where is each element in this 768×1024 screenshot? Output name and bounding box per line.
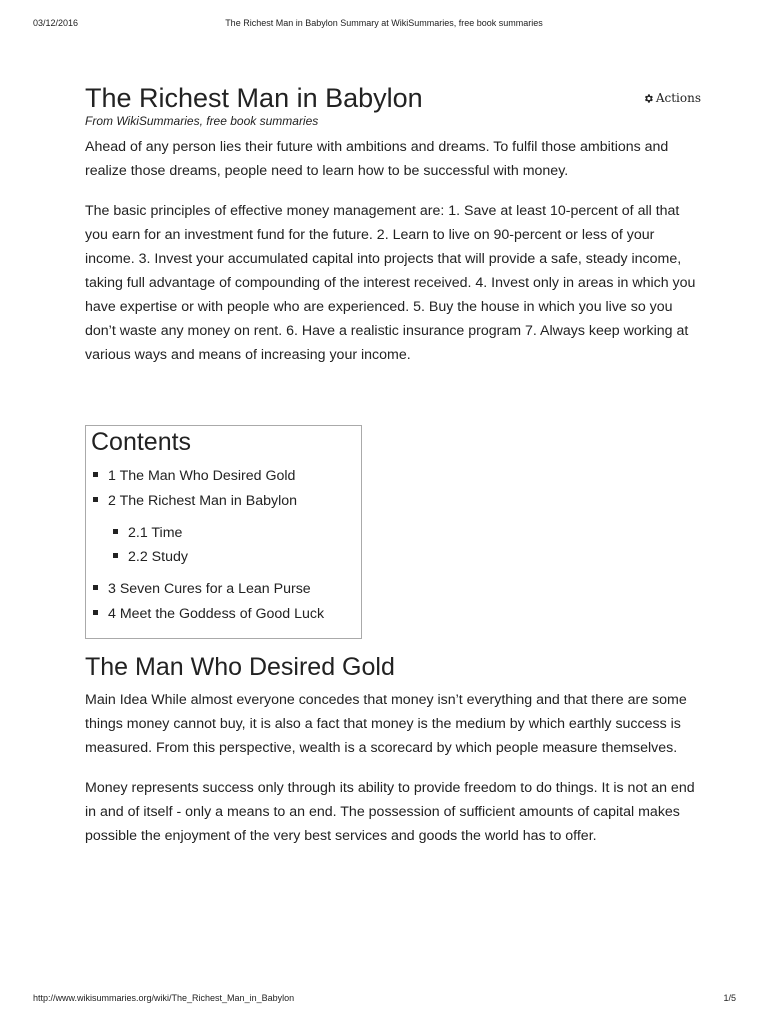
- toc-title: Contents: [91, 428, 192, 456]
- print-url: http://www.wikisummaries.org/wiki/The_Richest_Man_in_Babylon: [33, 993, 295, 1003]
- toc-item-label[interactable]: 2.2 Study: [128, 549, 188, 565]
- section-title: The Man Who Desired Gold: [85, 653, 395, 681]
- page-title: The Richest Man in Babylon: [85, 83, 423, 113]
- print-header: [0, 18, 768, 32]
- bullet-icon: [93, 497, 98, 502]
- toc-item-1[interactable]: [93, 467, 295, 485]
- table-of-contents: [85, 425, 362, 639]
- page-number: 1/5: [723, 993, 736, 1003]
- bullet-icon: [113, 529, 118, 534]
- actions-label: Actions: [655, 91, 701, 105]
- title-row: [85, 83, 705, 113]
- toc-item-2-2[interactable]: [113, 548, 188, 566]
- actions-button[interactable]: [643, 91, 701, 105]
- toc-item-label[interactable]: 2.1 Time: [128, 525, 183, 541]
- intro-paragraph-2: The basic principles of effective money management are: 1. Save at least 10-percent of all that you earn for an investment fund for the future. 2. Learn to live on 90-percent or less of your income. 3. Invest your accumulated capital into projects that will provide a safe, steady income, taking full advantage of compounding of the interest received. 4. Invest only in areas in which you have expertise or with people who are experienced. 5. Buy the house in which you live so you don’t waste any money on rent. 6. Have a realistic insurance program 7. Always keep working at various ways and means of increasing your income.: [85, 203, 696, 363]
- toc-item-2[interactable]: [93, 492, 297, 510]
- toc-item-label[interactable]: 1 The Man Who Desired Gold: [108, 468, 296, 484]
- section-body: [85, 688, 705, 848]
- section-paragraph-1: Main Idea While almost everyone concedes that money isn’t everything and that there are some things money cannot buy, it is also a fact that money is the medium by which earthly success is measured. From this perspective, wealth is a scorecard by which people measure themselves.: [85, 692, 687, 756]
- bullet-icon: [93, 610, 98, 615]
- toc-item-label[interactable]: 3 Seven Cures for a Lean Purse: [108, 581, 311, 597]
- print-date: 03/12/2016: [33, 18, 79, 28]
- gear-icon: [643, 93, 654, 104]
- page-subtitle: From WikiSummaries, free book summaries: [85, 114, 319, 128]
- toc-item-4[interactable]: [93, 605, 324, 623]
- toc-item-2-1[interactable]: [113, 524, 182, 542]
- section-paragraph-2: Money represents success only through its ability to provide freedom to do things. It is not an end in and of itself - only a means to an end. The possession of sufficient amounts of capital makes possible the enjoyment of the very best services and goods the world has to offer.: [85, 780, 695, 844]
- print-footer: [0, 993, 768, 1007]
- print-doc-title: The Richest Man in Babylon Summary at WikiSummaries, free book summaries: [225, 18, 543, 28]
- intro-paragraph-1: Ahead of any person lies their future with ambitions and dreams. To fulfil those ambitions and realize those dreams, people need to learn how to be successful with money.: [85, 139, 669, 179]
- toc-item-3[interactable]: [93, 580, 311, 598]
- toc-item-label[interactable]: 4 Meet the Goddess of Good Luck: [108, 606, 325, 622]
- toc-item-label[interactable]: 2 The Richest Man in Babylon: [108, 493, 298, 509]
- article: [85, 83, 705, 844]
- bullet-icon: [93, 472, 98, 477]
- bullet-icon: [113, 553, 118, 558]
- bullet-icon: [93, 585, 98, 590]
